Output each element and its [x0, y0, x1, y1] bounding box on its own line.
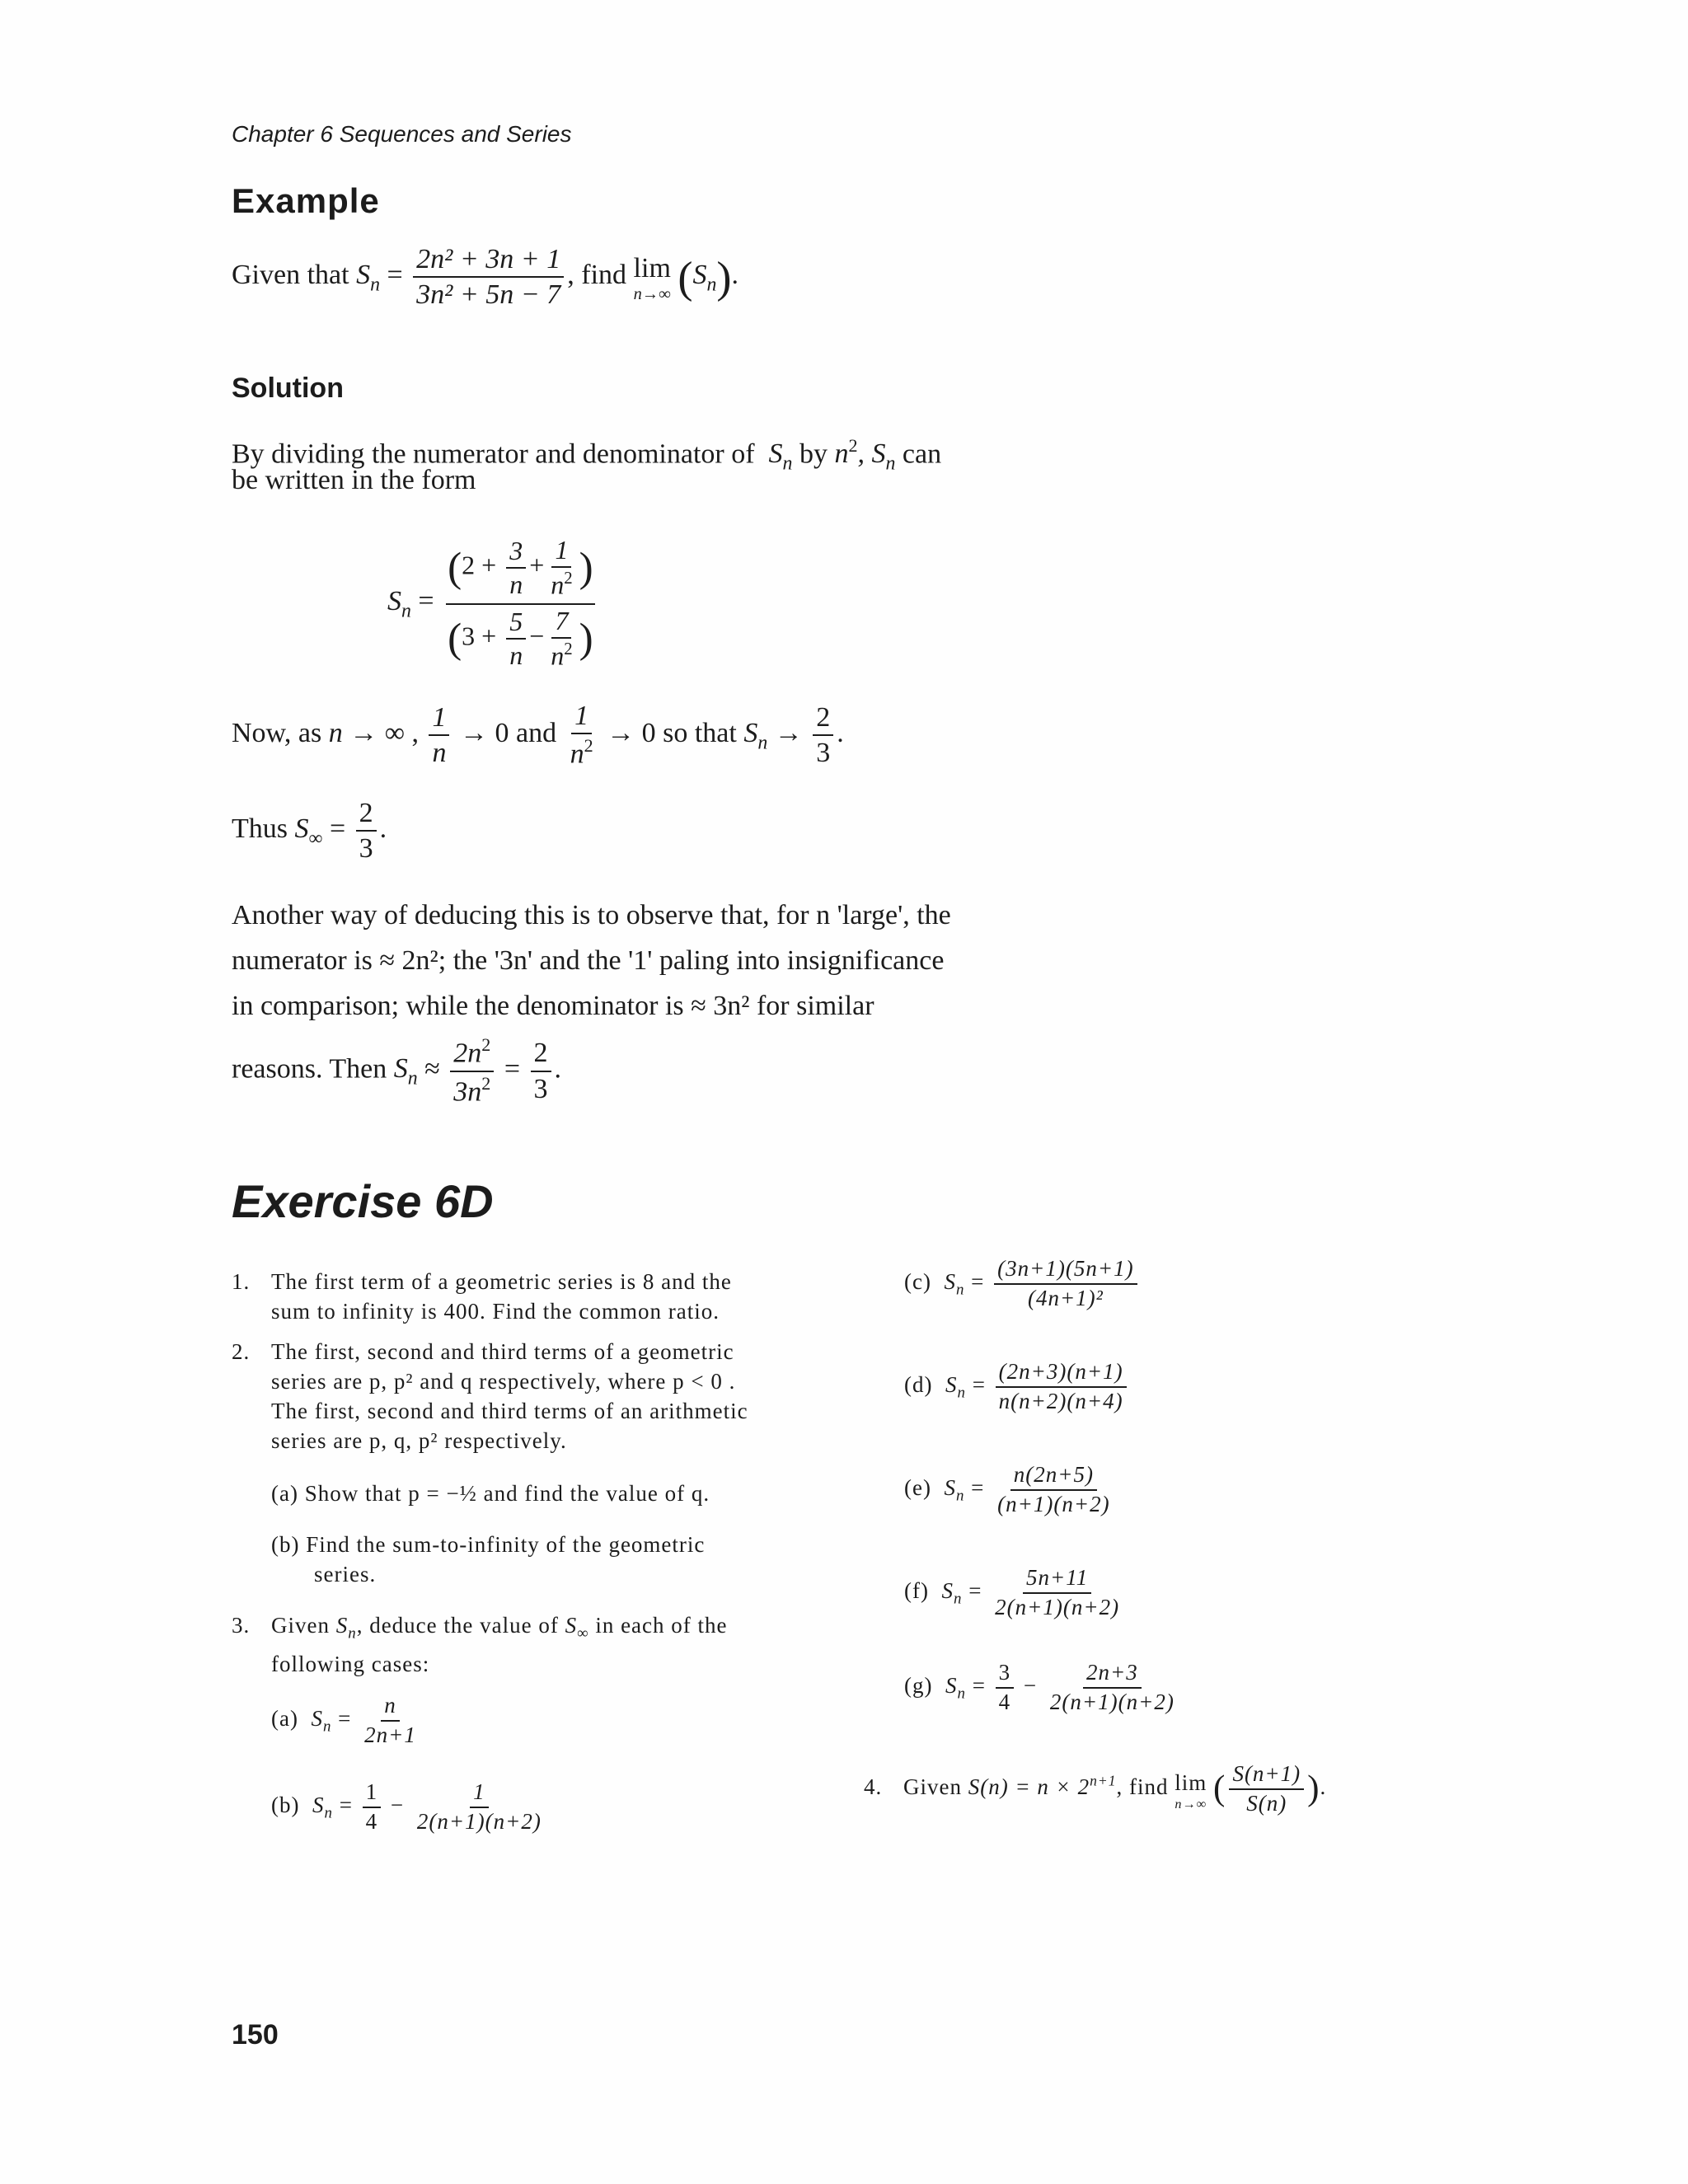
- page-number: 150: [232, 2019, 279, 2050]
- limit-operator: lim n→∞: [633, 253, 671, 304]
- chapter-header: Chapter 6 Sequences and Series: [232, 121, 572, 147]
- example-numerator: 2n² + 3n + 1: [413, 244, 564, 278]
- thus-statement: Thus $S_\infty$ = $\frac{2}{3}$ .: [232, 798, 387, 865]
- q1: 1. The first term of a geometric series is 8 and the sum to infinity is 400. Find the common ratio.: [232, 1269, 732, 1324]
- solution-heading: Solution: [232, 373, 344, 404]
- q2-b: (b) Find the sum-to-infinity of the geometric series.: [271, 1532, 706, 1586]
- para2-line2: numerator is ≈ 2n²; the '3n' and the '1' paling into insignificance: [232, 945, 945, 976]
- para2-line1: Another way of deducing this is to observe that, for n 'large', the: [232, 900, 951, 930]
- solution-para1-line2: be written in the form: [232, 465, 476, 495]
- q3: 3. Given $S_n$, deduce the value of $S_\infty$ in each of the following cases:: [232, 1613, 728, 1676]
- q2: 2. The first, second and third terms of a geometric series are p, p² and q respectively, where p < 0 . The first, second and third terms of an arithmetic series are p, q, p² respectively.: [232, 1339, 748, 1453]
- para2-line3: in comparison; while the denominator is ≈ 3n² for similar: [232, 991, 874, 1021]
- q3-c: (c) $S_n$ = $\frac{(3n+1)(5n+1)}{\text{(4n+1)²}}$: [904, 1257, 1141, 1310]
- exercise-heading: Exercise 6D: [232, 1175, 494, 1227]
- q3-b: (b) $S_n$ = $\frac{1}{4}$ − $\frac{1}{2(n+1)(n+2)}$: [271, 1779, 542, 1834]
- q3-e: (e) $S_n$ = $\frac{n(2n+5)}{(n+1)(n+2)}$: [904, 1462, 1110, 1516]
- solution-para1-line1: By dividing the numerator and denominator of $S_n$ by $n^2$, $S_n$ can: [232, 435, 942, 475]
- display-equation: $S_n$ = (2 + $\frac{3}{n}$ + $\frac{1}{n^2}$ ) (3 + $\frac{5}{n}$ − $\frac{7}{n^2}$ ): [387, 535, 593, 671]
- example-statement: Given that $S_n$ = $\frac{\text{2n² + 3n + 1}}{\text{3n² + 5n − 7}}$ , find lim n→∞ $(S_n)$.: [232, 244, 739, 311]
- limit-statement: Now, as n → ∞ , $\frac{1}{n}$ → 0 and $\frac{1}{n^2}$ → 0 so that $S_n$ → $\frac{2}{3}$ .: [232, 701, 844, 770]
- q4: 4. Given $S(n) = n \times 2^{n+1}$, find lim n→∞ ( $\frac{S(n+1)}{S(n)}$ ).: [864, 1761, 1327, 1816]
- q3-f: (f) $S_n$ = $\frac{5n+11}{2(n+1)(n+2)}$: [904, 1565, 1120, 1619]
- example-heading: Example: [232, 181, 380, 220]
- example-denominator: 3n² + 5n − 7: [416, 279, 561, 311]
- para2-line4: reasons. Then $S_n$ ≈ $\frac{2n^2}{3n^2}$ = $\frac{2}{3}$ .: [232, 1034, 562, 1107]
- q3-d: (d) $S_n$ = $\frac{(2n+3)(n+1)}{n(n+2)(n+4)}$: [904, 1360, 1130, 1413]
- q3-a: (a) $S_n$ = $\frac{n}{2n+1}$: [271, 1693, 416, 1747]
- q2-a: (a) Show that p = −½ and find the value of q.: [271, 1481, 710, 1506]
- given-find: , find: [567, 260, 627, 291]
- example-fraction: [413, 244, 564, 311]
- q3-g: (g) $S_n$ = $\frac{3}{4}$ − $\frac{2n+3}{2(n+1)(n+2)}$: [904, 1660, 1175, 1714]
- given-prefix: Given that: [232, 260, 349, 291]
